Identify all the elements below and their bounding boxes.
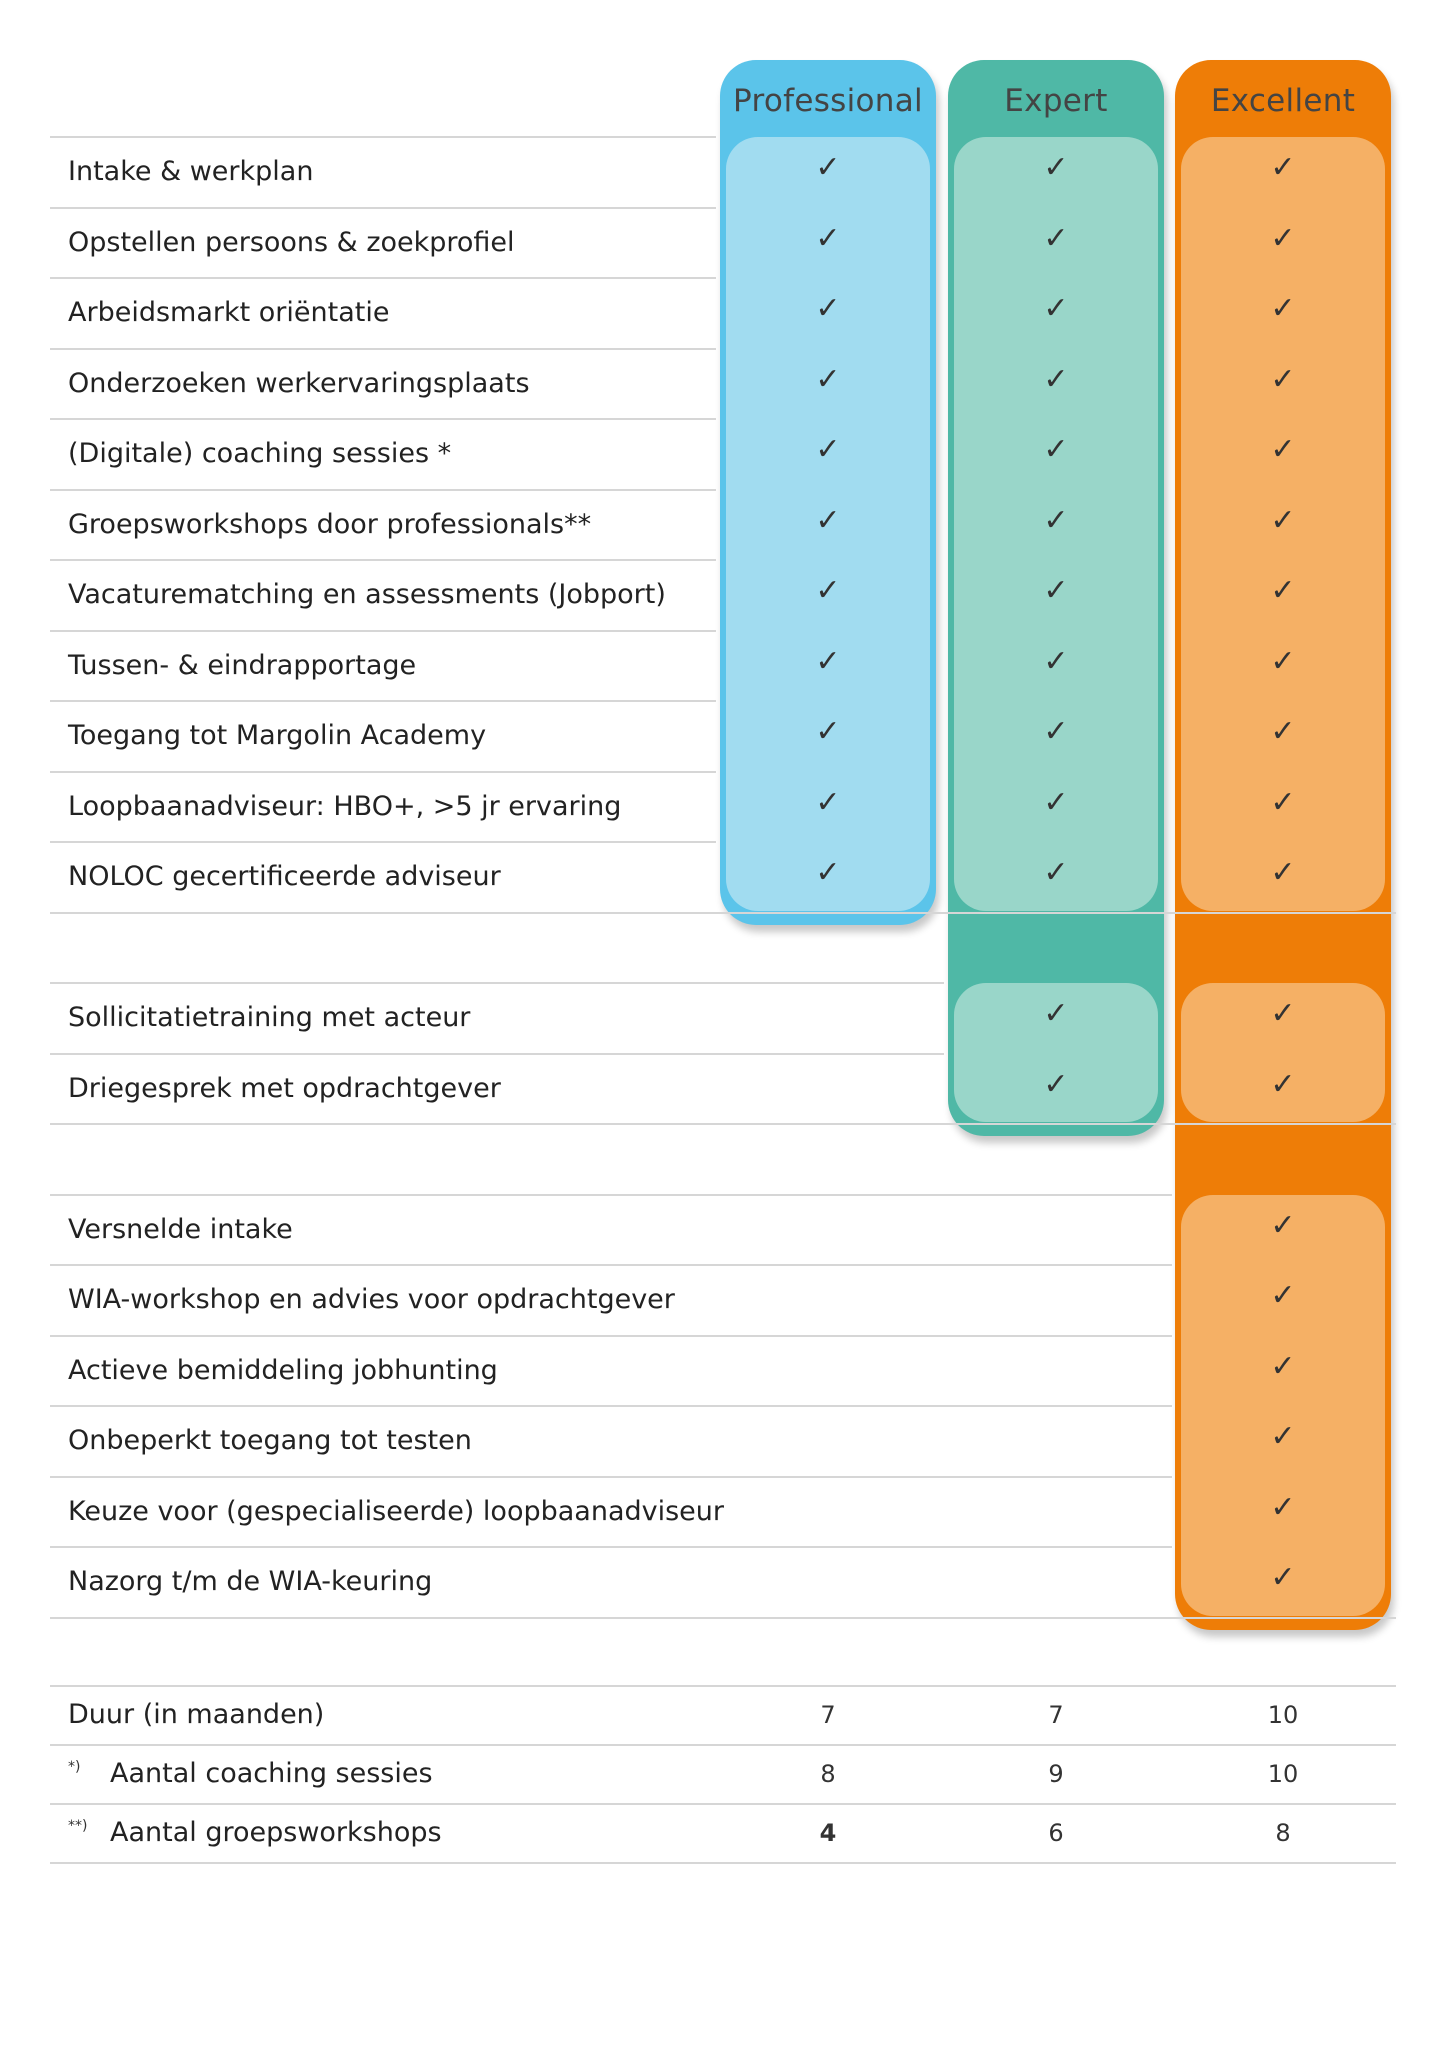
check-icon: ✓ [1043, 643, 1069, 679]
column-header-expert: Expert [1004, 83, 1108, 119]
check-icon: ✓ [1043, 996, 1069, 1031]
check-icon: ✓ [1043, 784, 1069, 820]
summary-label: Aantal coaching sessies [110, 1758, 433, 1789]
check-icon: ✓ [1270, 1348, 1296, 1384]
summary-label: Duur (in maanden) [68, 1699, 325, 1730]
summary-value: 9 [1048, 1760, 1064, 1788]
check-icon: ✓ [1043, 291, 1069, 326]
check-icon: ✓ [1270, 1489, 1296, 1525]
summary-value: 7 [820, 1701, 836, 1729]
column-header-excellent: Excellent [1210, 83, 1356, 119]
check-icon: ✓ [1043, 361, 1069, 397]
check-icon: ✓ [1270, 1278, 1296, 1313]
check-icon: ✓ [1270, 150, 1296, 185]
row-divider [50, 1862, 1396, 1864]
footnote-marker: **) [68, 1818, 88, 1834]
check-icon: ✓ [1043, 573, 1069, 608]
check-icon: ✓ [1043, 150, 1069, 185]
summary-value: 6 [1048, 1819, 1064, 1847]
check-icon: ✓ [815, 714, 841, 749]
check-icon: ✓ [1270, 1066, 1296, 1102]
check-icon: ✓ [815, 432, 841, 467]
feature-label: Intake & werkplan [68, 156, 314, 187]
check-icon: ✓ [1270, 855, 1296, 890]
check-icon: ✓ [1043, 855, 1069, 890]
feature-label: Driegesprek met opdrachtgever [68, 1072, 501, 1104]
feature-label: Opstellen persoons & zoekprofiel [68, 226, 515, 258]
row-divider [50, 1123, 1396, 1125]
check-icon: ✓ [1270, 1560, 1296, 1595]
feature-label: Vacaturematching en assessments (Jobport) [68, 579, 666, 610]
check-icon: ✓ [1043, 1066, 1069, 1102]
check-icon: ✓ [815, 220, 841, 256]
feature-label: WIA-workshop en advies voor opdrachtgever [68, 1284, 675, 1315]
check-icon: ✓ [815, 855, 841, 890]
feature-label: NOLOC gecertificeerde adviseur [68, 861, 501, 892]
check-icon: ✓ [1270, 573, 1296, 608]
check-icon: ✓ [1043, 220, 1069, 256]
summary-value: 10 [1267, 1701, 1299, 1729]
check-icon: ✓ [1270, 1419, 1296, 1454]
check-icon: ✓ [815, 573, 841, 608]
check-icon: ✓ [1270, 643, 1296, 679]
check-icon: ✓ [1270, 361, 1296, 397]
check-icon: ✓ [815, 361, 841, 397]
check-icon: ✓ [1270, 291, 1296, 326]
check-icon: ✓ [1043, 714, 1069, 749]
feature-label: Nazorg t/m de WIA-keuring [68, 1566, 433, 1597]
check-icon: ✓ [1270, 996, 1296, 1031]
summary-value: 7 [1048, 1701, 1064, 1729]
summary-value: 10 [1267, 1760, 1299, 1788]
feature-label: Sollicitatietraining met acteur [68, 1002, 471, 1033]
check-icon: ✓ [815, 150, 841, 185]
row-divider [50, 912, 1396, 914]
row-divider [50, 1617, 1396, 1619]
feature-label: Groepsworkshops door professionals** [68, 508, 592, 540]
feature-label: Keuze voor (gespecialiseerde) loopbaanadviseur [68, 1495, 725, 1527]
check-icon: ✓ [1270, 432, 1296, 467]
feature-label: Versnelde intake [68, 1213, 293, 1245]
check-icon: ✓ [815, 784, 841, 820]
feature-label: Arbeidsmarkt oriëntatie [68, 297, 390, 328]
summary-label: Aantal groepsworkshops [110, 1817, 442, 1848]
check-icon: ✓ [1270, 714, 1296, 749]
footnote-marker: *) [68, 1759, 81, 1775]
feature-label: Onderzoeken werkervaringsplaats [68, 367, 530, 399]
check-icon: ✓ [815, 291, 841, 326]
check-icon: ✓ [1270, 502, 1296, 538]
feature-label: Tussen- & eindrapportage [68, 649, 417, 681]
feature-label: Toegang tot Margolin Academy [68, 720, 487, 751]
check-icon: ✓ [1270, 784, 1296, 820]
feature-label: Loopbaanadviseur: HBO+, >5 jr ervaring [68, 790, 622, 822]
check-icon: ✓ [1043, 432, 1069, 467]
check-icon: ✓ [815, 502, 841, 538]
summary-value: 4 [819, 1819, 837, 1847]
summary-value: 8 [1275, 1819, 1291, 1847]
column-header-professional: Professional [733, 83, 923, 119]
check-icon: ✓ [815, 643, 841, 679]
summary-value: 8 [820, 1760, 836, 1788]
feature-label: Actieve bemiddeling jobhunting [68, 1354, 498, 1386]
check-icon: ✓ [1270, 220, 1296, 256]
check-icon: ✓ [1270, 1207, 1296, 1243]
check-icon: ✓ [1043, 502, 1069, 538]
feature-label: Onbeperkt toegang tot testen [68, 1425, 472, 1456]
feature-label: (Digitale) coaching sessies * [68, 438, 452, 469]
